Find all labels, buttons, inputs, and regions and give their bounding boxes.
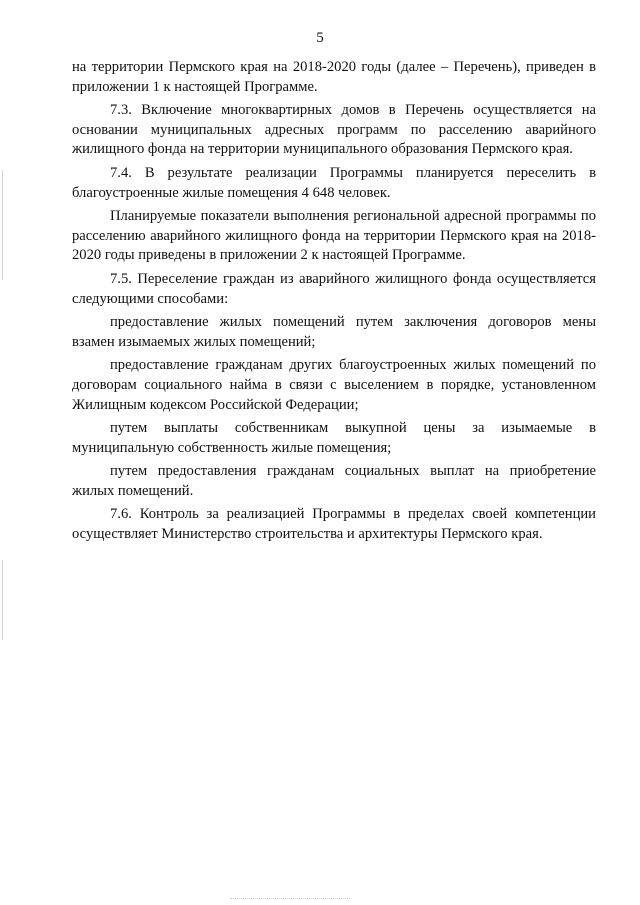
paragraph-method-social-rent: предоставление гражданам других благоустроенных жилых помещений по договорам социального найма в связи с выселением в порядке, установленном Жилищным кодексом Российской Федерации;: [72, 357, 596, 413]
paragraph-method-exchange: предоставление жилых помещений путем заключения договоров мены взамен изымаемых жилых помещений;: [72, 314, 596, 350]
paragraph-method-buyout: путем выплаты собственникам выкупной цены за изымаемые в муниципальную собственность жилые помещения;: [72, 420, 596, 456]
paragraph-7-4: 7.4. В результате реализации Программы планируется переселить в благоустроенные жилые помещения 4 648 человек.: [72, 164, 596, 201]
paragraph-indicators: Планируемые показатели выполнения региональной адресной программы по расселению аварийного жилищного фонда на территории Пермского края на 2018-2020 годы приведены в приложении 2 к настоящей Программе.: [72, 208, 596, 264]
page-number: 5: [316, 30, 324, 46]
document-body: [72, 58, 596, 549]
paragraph-continuation: на территории Пермского края на 2018-2020 годы (далее – Перечень), приведен в приложении 1 к настоящей Программе.: [72, 59, 596, 95]
paragraph-method-social-payments: путем предоставления гражданам социальных выплат на приобретение жилых помещений.: [72, 463, 596, 499]
scan-edge-mark-bottom: [2, 560, 3, 640]
paragraph-7-3: 7.3. Включение многоквартирных домов в Перечень осуществляется на основании муниципальных адресных программ по расселению аварийного жилищного фонда на территории муниципального образования Пермского края.: [72, 102, 596, 158]
scan-edge-mark-top: [2, 170, 3, 280]
paragraph-7-5: 7.5. Переселение граждан из аварийного жилищного фонда осуществляется следующими способами:: [72, 270, 596, 307]
scan-bottom-specks: [230, 898, 350, 901]
paragraph-7-6: 7.6. Контроль за реализацией Программы в пределах своей компетенции осуществляет Министерство строительства и архитектуры Пермского края.: [72, 506, 596, 543]
